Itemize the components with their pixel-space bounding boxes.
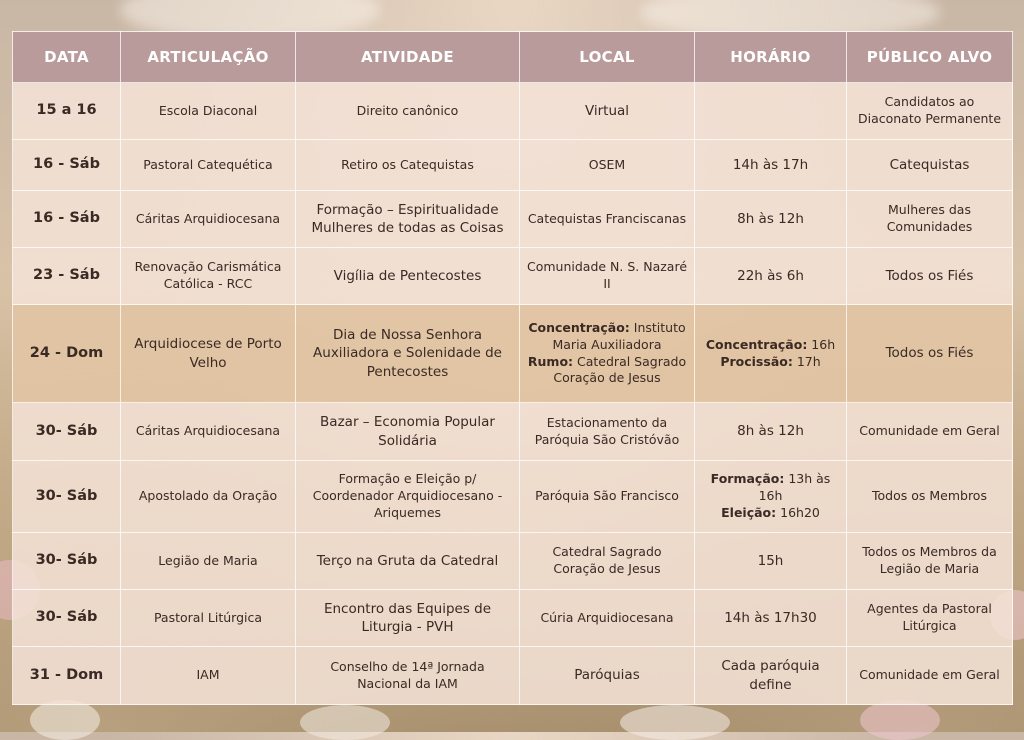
eleicao-label: Eleição: bbox=[721, 504, 777, 520]
horario-cell bbox=[695, 305, 847, 403]
schedule-table bbox=[12, 31, 1013, 705]
articulacao-cell: Legião de Maria bbox=[121, 533, 296, 590]
rumo-label: Rumo: bbox=[527, 353, 574, 369]
articulacao-cell: Apostolado da Oração bbox=[121, 461, 296, 533]
procissao-label: Procissão: bbox=[720, 353, 793, 369]
table-row bbox=[13, 191, 1013, 248]
publico-cell: Mulheres das Comunidades bbox=[847, 191, 1013, 248]
articulacao-cell: Cáritas Arquidiocesana bbox=[121, 403, 296, 461]
articulacao-cell: Cáritas Arquidiocesana bbox=[121, 191, 296, 248]
horario-cell: Cada paróquia define bbox=[695, 647, 847, 705]
publico-cell: Todos os Fiés bbox=[847, 248, 1013, 305]
atividade-cell: Dia de Nossa Senhora Auxiliadora e Solenidade de Pentecostes bbox=[296, 305, 520, 403]
atividade-cell: Direito canônico bbox=[296, 83, 520, 140]
concentracao-time: 16h bbox=[811, 336, 836, 352]
background-flower bbox=[300, 705, 390, 740]
table-row bbox=[13, 647, 1013, 705]
formacao-time: 13h às 16h bbox=[758, 471, 831, 504]
atividade-cell: Terço na Gruta da Catedral bbox=[296, 533, 520, 590]
articulacao-cell: Pastoral Catequética bbox=[121, 140, 296, 191]
table-row bbox=[13, 248, 1013, 305]
date-cell: 16 - Sáb bbox=[13, 140, 121, 191]
articulacao-cell: Escola Diaconal bbox=[121, 83, 296, 140]
header-data: DATA bbox=[13, 32, 121, 83]
table-row bbox=[13, 533, 1013, 590]
articulacao-cell: Pastoral Litúrgica bbox=[121, 590, 296, 647]
atividade-cell: Vigília de Pentecostes bbox=[296, 248, 520, 305]
publico-cell: Comunidade em Geral bbox=[847, 403, 1013, 461]
publico-cell: Todos os Membros da Legião de Maria bbox=[847, 533, 1013, 590]
date-cell: 31 - Dom bbox=[13, 647, 121, 705]
date-cell: 30- Sáb bbox=[13, 403, 121, 461]
local-cell bbox=[520, 305, 695, 403]
horario-cell: 14h às 17h30 bbox=[695, 590, 847, 647]
articulacao-cell: Renovação Carismática Católica - RCC bbox=[121, 248, 296, 305]
horario-cell bbox=[695, 83, 847, 140]
concentracao-value: Instituto Maria Auxiliadora bbox=[552, 319, 686, 352]
date-cell: 30- Sáb bbox=[13, 533, 121, 590]
horario-cell bbox=[695, 461, 847, 533]
publico-cell: Catequistas bbox=[847, 140, 1013, 191]
date-cell: 15 a 16 bbox=[13, 83, 121, 140]
rumo-value: Catedral Sagrado Coração de Jesus bbox=[553, 353, 687, 386]
local-cell: Catedral Sagrado Coração de Jesus bbox=[520, 533, 695, 590]
header-row bbox=[13, 32, 1013, 83]
articulacao-cell: IAM bbox=[121, 647, 296, 705]
local-cell: Comunidade N. S. Nazaré II bbox=[520, 248, 695, 305]
horario-cell: 14h às 17h bbox=[695, 140, 847, 191]
publico-cell: Todos os Membros bbox=[847, 461, 1013, 533]
table-row bbox=[13, 83, 1013, 140]
horario-cell: 15h bbox=[695, 533, 847, 590]
publico-cell: Todos os Fiés bbox=[847, 305, 1013, 403]
table-row bbox=[13, 403, 1013, 461]
local-cell: Paróquia São Francisco bbox=[520, 461, 695, 533]
atividade-cell: Bazar – Economia Popular Solidária bbox=[296, 403, 520, 461]
local-cell: Paróquias bbox=[520, 647, 695, 705]
publico-cell: Agentes da Pastoral Litúrgica bbox=[847, 590, 1013, 647]
table-row bbox=[13, 590, 1013, 647]
header-publico-alvo: PÚBLICO ALVO bbox=[847, 32, 1013, 83]
publico-cell: Comunidade em Geral bbox=[847, 647, 1013, 705]
table-row bbox=[13, 461, 1013, 533]
date-cell: 23 - Sáb bbox=[13, 248, 121, 305]
concentracao-label: Concentração: bbox=[528, 319, 630, 335]
horario-cell: 8h às 12h bbox=[695, 191, 847, 248]
local-cell: Estacionamento da Paróquia São Cristóvão bbox=[520, 403, 695, 461]
atividade-cell: Conselho de 14ª Jornada Nacional da IAM bbox=[296, 647, 520, 705]
header-atividade: ATIVIDADE bbox=[296, 32, 520, 83]
local-cell: Catequistas Franciscanas bbox=[520, 191, 695, 248]
header-articulacao: ARTICULAÇÃO bbox=[121, 32, 296, 83]
background-flower bbox=[30, 700, 100, 740]
concentracao-label: Concentração: bbox=[705, 336, 808, 352]
local-cell: Cúria Arquidiocesana bbox=[520, 590, 695, 647]
local-cell: OSEM bbox=[520, 140, 695, 191]
horario-cell: 22h às 6h bbox=[695, 248, 847, 305]
background-flower bbox=[620, 705, 730, 740]
atividade-cell: Formação e Eleição p/ Coordenador Arquidiocesano - Ariquemes bbox=[296, 461, 520, 533]
header-local: LOCAL bbox=[520, 32, 695, 83]
date-cell: 24 - Dom bbox=[13, 305, 121, 403]
eleicao-time: 16h20 bbox=[780, 504, 820, 520]
formacao-label: Formação: bbox=[710, 471, 785, 487]
atividade-cell: Encontro das Equipes de Liturgia - PVH bbox=[296, 590, 520, 647]
background-flower bbox=[860, 700, 940, 740]
date-cell: 30- Sáb bbox=[13, 590, 121, 647]
horario-cell: 8h às 12h bbox=[695, 403, 847, 461]
table-row bbox=[13, 140, 1013, 191]
date-cell: 16 - Sáb bbox=[13, 191, 121, 248]
date-cell: 30- Sáb bbox=[13, 461, 121, 533]
atividade-cell: Formação – Espiritualidade Mulheres de todas as Coisas bbox=[296, 191, 520, 248]
procissao-time: 17h bbox=[796, 353, 821, 369]
header-horario: HORÁRIO bbox=[695, 32, 847, 83]
publico-cell: Candidatos ao Diaconato Permanente bbox=[847, 83, 1013, 140]
articulacao-cell: Arquidiocese de Porto Velho bbox=[121, 305, 296, 403]
atividade-cell: Retiro os Catequistas bbox=[296, 140, 520, 191]
table-row-highlighted bbox=[13, 305, 1013, 403]
local-cell: Virtual bbox=[520, 83, 695, 140]
